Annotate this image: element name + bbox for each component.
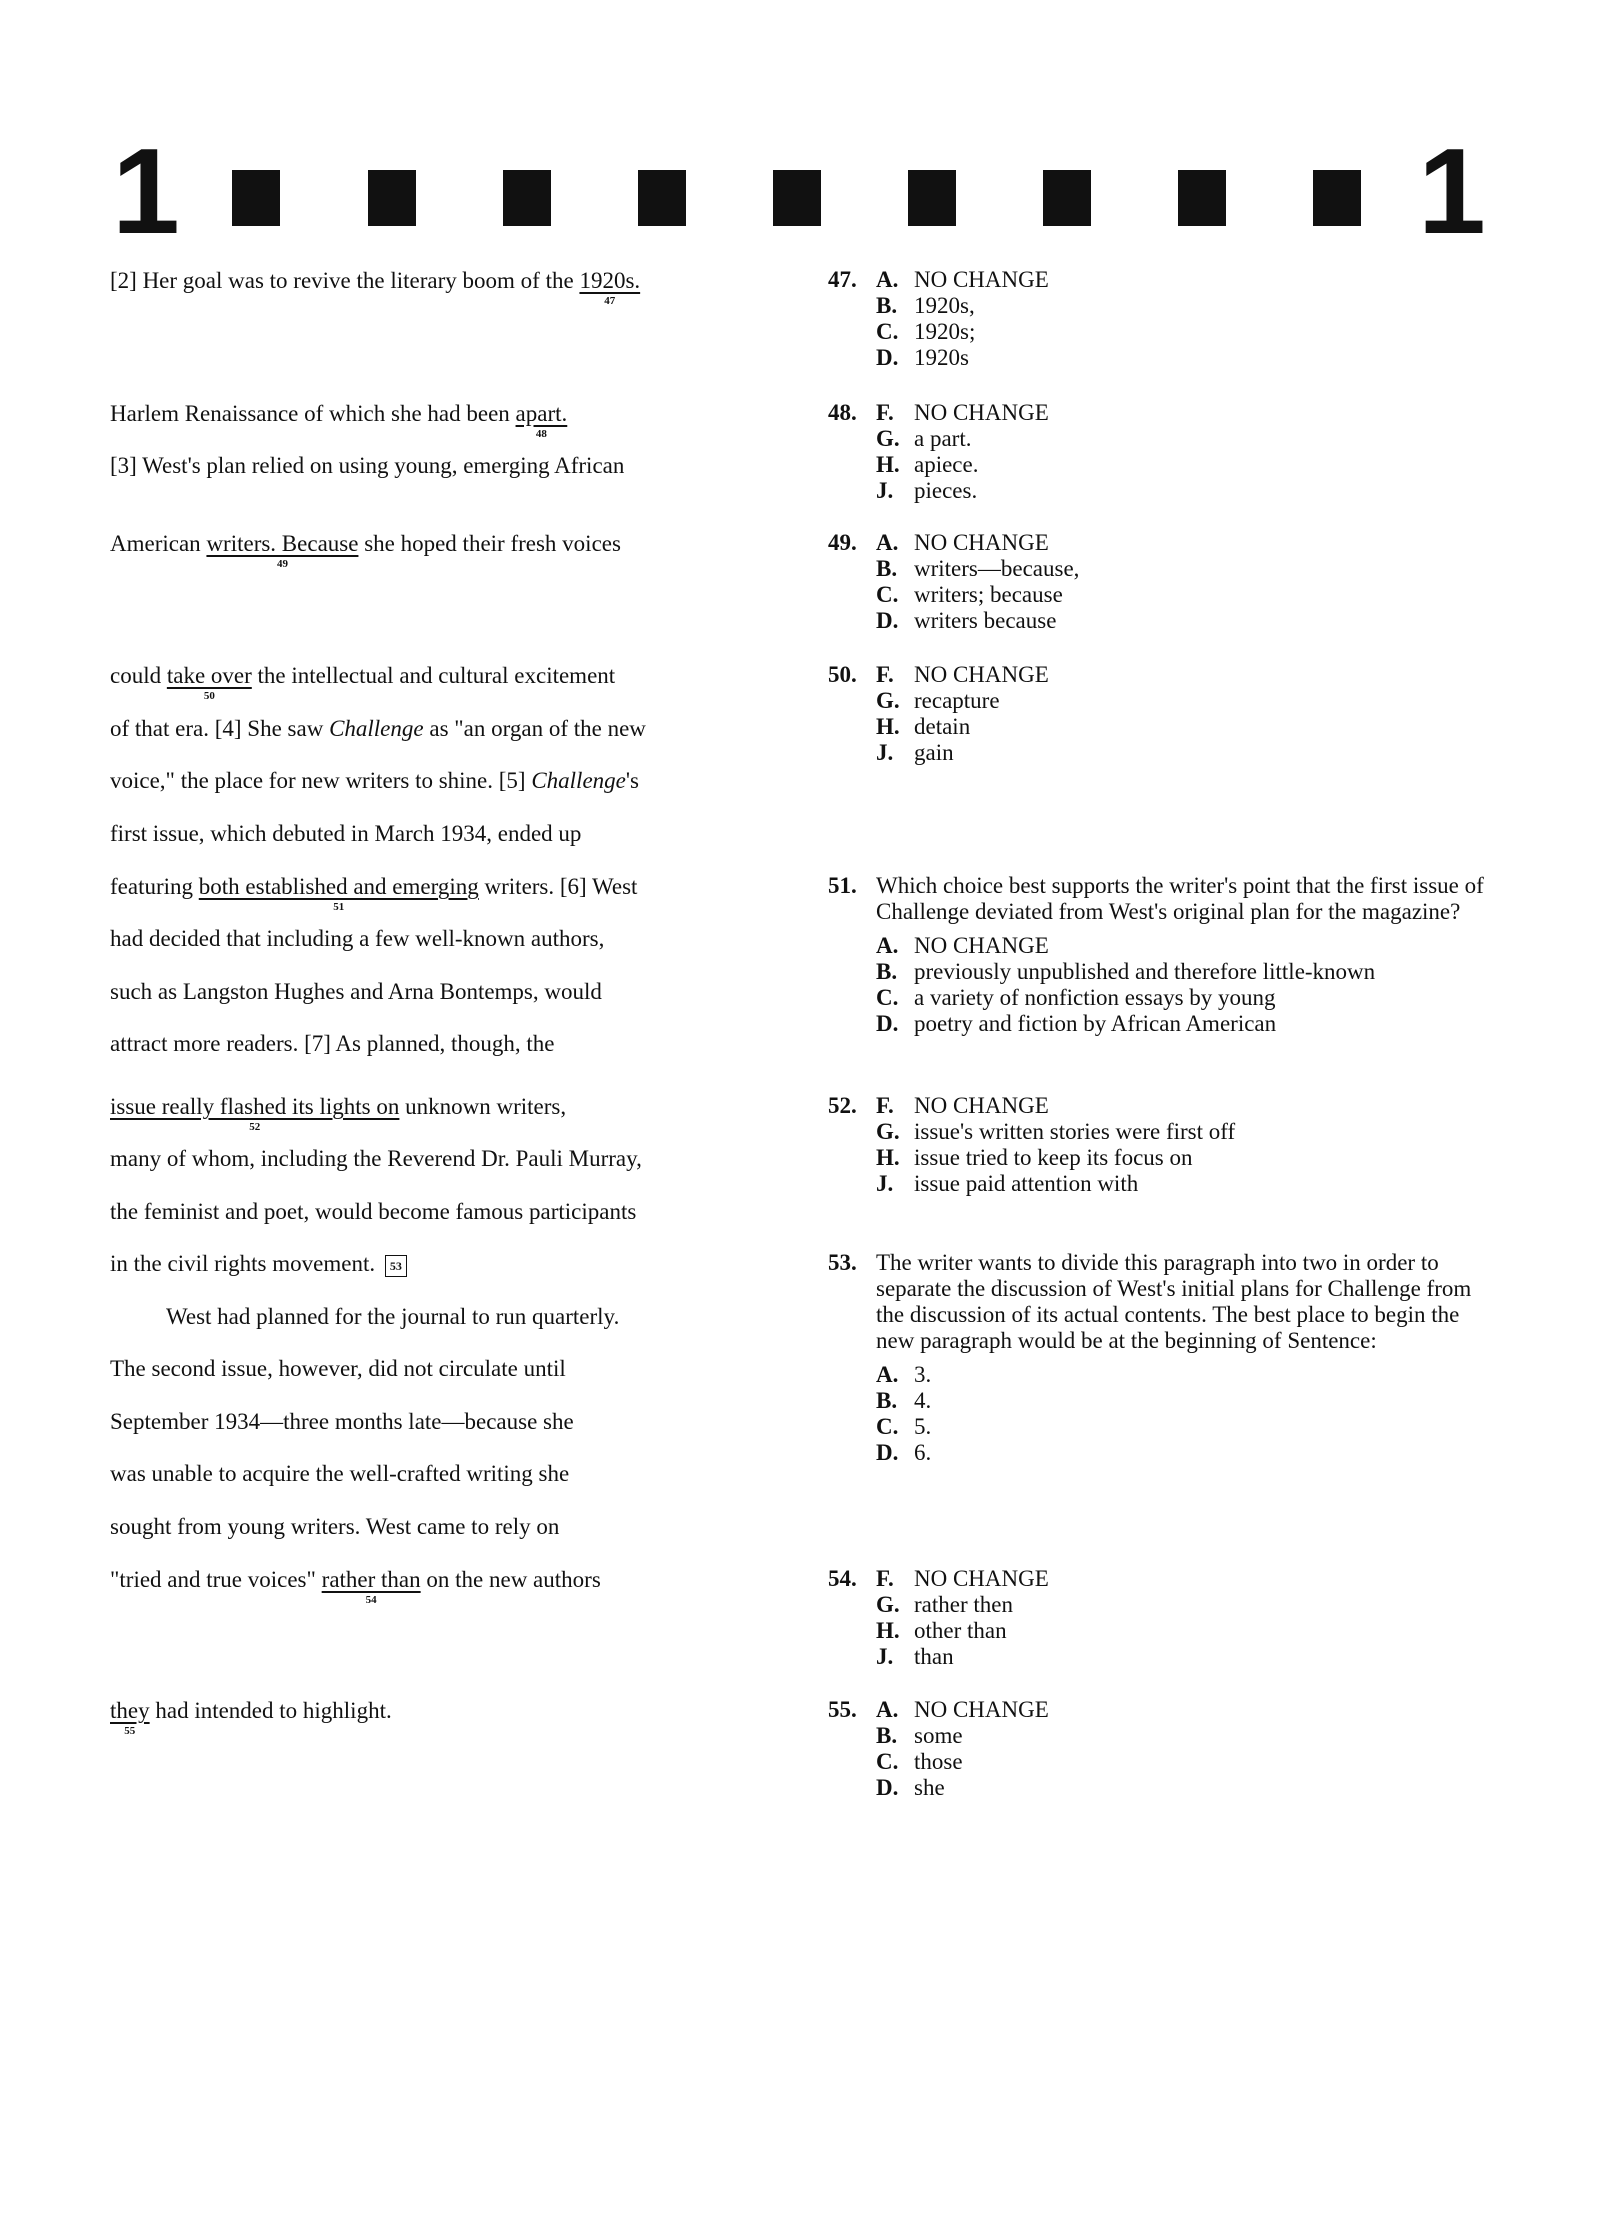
passage-line — [166, 1303, 619, 1331]
option-letter: F. — [876, 400, 894, 425]
answer-options — [876, 400, 1498, 504]
section-number-right: 1 — [1418, 123, 1486, 259]
answer-option[interactable] — [876, 267, 1498, 293]
section-header — [0, 0, 1600, 260]
answer-options — [876, 1697, 1498, 1801]
question-number-marker: 48 — [535, 428, 547, 440]
passage-text-segment: attract more readers. [7] As planned, though, the — [110, 1031, 555, 1056]
passage-line — [110, 1198, 636, 1226]
underlined-portion — [110, 1093, 400, 1133]
passage-line — [110, 1566, 601, 1606]
passage-line — [110, 715, 646, 743]
passage-line — [110, 1513, 559, 1541]
option-letter: D. — [876, 1011, 899, 1036]
passage-text-segment: Harlem Renaissance of which she had been — [110, 401, 516, 426]
passage-text-segment: such as Langston Hughes and Arna Bontemps, would — [110, 979, 602, 1004]
header-square — [232, 170, 280, 226]
passage-text-segment: had decided that including a few well-known authors, — [110, 926, 605, 951]
header-square — [1043, 170, 1091, 226]
answer-option[interactable] — [876, 1697, 1498, 1723]
answer-option[interactable] — [876, 478, 1498, 504]
answer-option[interactable] — [876, 530, 1498, 556]
answer-option[interactable] — [876, 1011, 1498, 1037]
option-text: writers because — [914, 608, 1057, 633]
option-text: poetry and fiction by African American — [914, 1011, 1277, 1036]
option-text: issue tried to keep its focus on — [914, 1145, 1193, 1170]
option-text: 5. — [914, 1414, 932, 1439]
answer-option[interactable] — [876, 1723, 1498, 1749]
underlined-text: they — [110, 1698, 150, 1723]
option-letter: A. — [876, 1697, 899, 1722]
option-text: rather then — [914, 1592, 1013, 1617]
option-text: 3. — [914, 1362, 932, 1387]
question-marker-box: 53 — [385, 1255, 407, 1277]
answer-option[interactable] — [876, 662, 1498, 688]
answer-option[interactable] — [876, 959, 1498, 985]
answer-options — [876, 1362, 1498, 1466]
answer-option[interactable] — [876, 1093, 1498, 1119]
option-text: 1920s, — [914, 293, 975, 318]
question-51 — [828, 873, 1498, 1037]
answer-option[interactable] — [876, 1644, 1498, 1670]
underlined-portion — [579, 267, 641, 307]
option-letter: B. — [876, 1388, 898, 1413]
question-number-marker: 52 — [249, 1121, 261, 1133]
option-letter: G. — [876, 1119, 900, 1144]
passage-line — [110, 1145, 642, 1173]
question-53 — [828, 1250, 1498, 1466]
underlined-text: take over — [166, 663, 252, 688]
option-text: a variety of nonfiction essays by young — [914, 985, 1276, 1010]
passage-text-segment: featuring — [110, 874, 199, 899]
option-text: NO CHANGE — [914, 1093, 1049, 1118]
answer-option[interactable] — [876, 933, 1498, 959]
question-number: 53. — [828, 1250, 857, 1275]
header-square — [1178, 170, 1226, 226]
option-letter: A. — [876, 267, 899, 292]
option-letter: C. — [876, 319, 899, 344]
question-50 — [828, 662, 1498, 766]
answer-option[interactable] — [876, 1362, 1498, 1388]
question-number: 47. — [828, 267, 857, 292]
answer-option[interactable] — [876, 452, 1498, 478]
answer-option[interactable] — [876, 1119, 1498, 1145]
option-text: NO CHANGE — [914, 933, 1049, 958]
passage-text-segment: in the civil rights movement. — [110, 1251, 381, 1276]
answer-option[interactable] — [876, 985, 1498, 1011]
passage-line — [110, 1697, 392, 1737]
option-text: apiece. — [914, 452, 979, 477]
option-letter: G. — [876, 1592, 900, 1617]
option-letter: D. — [876, 1440, 899, 1465]
passage-text-segment: unknown writers, — [399, 1094, 567, 1119]
passage-text-segment: West had planned for the journal to run quarterly. — [166, 1304, 620, 1329]
answer-option[interactable] — [876, 400, 1498, 426]
underlined-text: rather than — [321, 1567, 421, 1592]
underlined-portion — [166, 662, 252, 702]
option-letter: D. — [876, 608, 899, 633]
answer-options — [876, 1566, 1498, 1670]
question-number: 54. — [828, 1566, 857, 1591]
option-text: NO CHANGE — [914, 530, 1049, 555]
question-stem: Which choice best supports the writer's point that the first issue of Challenge deviated from West's original plan for the magazine? — [876, 873, 1484, 924]
underlined-portion — [110, 1697, 150, 1737]
passage-text-segment: [3] West's plan relied on using young, emerging African — [110, 453, 625, 478]
passage-line — [110, 1460, 569, 1488]
question-number-marker: 49 — [276, 558, 288, 570]
passage-line — [110, 452, 624, 480]
passage-text-segment: voice," the place for new writers to shine. [5] — [110, 768, 532, 793]
question-48 — [828, 400, 1498, 504]
option-letter: A. — [876, 1362, 899, 1387]
underlined-text: both established and emerging — [198, 874, 479, 899]
question-number-marker: 51 — [333, 901, 345, 913]
option-letter: D. — [876, 1775, 899, 1800]
option-letter: F. — [876, 1566, 894, 1591]
answer-option[interactable] — [876, 740, 1498, 766]
passage-line — [110, 1250, 407, 1278]
passage-text-segment: had intended to highlight. — [149, 1698, 392, 1723]
option-letter: C. — [876, 582, 899, 607]
option-letter: H. — [876, 1145, 900, 1170]
option-letter: F. — [876, 662, 894, 687]
question-47 — [828, 267, 1498, 371]
underlined-portion — [515, 400, 568, 440]
passage-text-segment: "tried and true voices" — [110, 1567, 322, 1592]
option-text: those — [914, 1749, 963, 1774]
question-number: 52. — [828, 1093, 857, 1118]
option-letter: J. — [876, 478, 894, 503]
option-letter: H. — [876, 452, 900, 477]
question-number-marker: 47 — [604, 295, 616, 307]
question-number-marker: 55 — [124, 1725, 136, 1737]
passage-text-segment: [2] Her goal was to revive the literary boom of the — [110, 268, 580, 293]
option-text: detain — [914, 714, 971, 739]
answer-option[interactable] — [876, 608, 1498, 634]
passage-line — [110, 400, 568, 440]
question-number-marker: 54 — [365, 1594, 377, 1606]
option-text: gain — [914, 740, 954, 765]
answer-option[interactable] — [876, 582, 1498, 608]
answer-option[interactable] — [876, 1145, 1498, 1171]
option-text: than — [914, 1644, 954, 1669]
option-text: writers; because — [914, 582, 1063, 607]
option-text: issue paid attention with — [914, 1171, 1139, 1196]
option-text: some — [914, 1723, 963, 1748]
option-letter: B. — [876, 556, 898, 581]
passage-text-segment: on the new authors — [420, 1567, 601, 1592]
italic-title: Challenge — [531, 768, 626, 793]
passage-text-segment: as "an organ of the new — [423, 716, 646, 741]
option-text: NO CHANGE — [914, 400, 1049, 425]
passage-line — [110, 1030, 555, 1058]
passage-text-segment: the feminist and poet, would become famous participants — [110, 1199, 637, 1224]
question-number: 51. — [828, 873, 857, 898]
question-number: 49. — [828, 530, 857, 555]
passage-text-segment: of that era. [4] She saw — [110, 716, 330, 741]
option-text: issue's written stories were first off — [914, 1119, 1236, 1144]
option-text: 1920s — [914, 345, 969, 370]
header-square — [638, 170, 686, 226]
passage-line — [110, 267, 641, 307]
option-letter: H. — [876, 1618, 900, 1643]
passage-text-segment: first issue, which debuted in March 1934, ended up — [110, 821, 582, 846]
underlined-text: apart. — [515, 401, 568, 426]
option-letter: B. — [876, 1723, 898, 1748]
answer-option[interactable] — [876, 1566, 1498, 1592]
option-letter: D. — [876, 345, 899, 370]
answer-options — [876, 933, 1498, 1037]
answer-option[interactable] — [876, 1749, 1498, 1775]
question-number: 50. — [828, 662, 857, 687]
passage-text-segment: The second issue, however, did not circulate until — [110, 1356, 566, 1381]
passage-text-segment: American — [110, 531, 207, 556]
answer-option[interactable] — [876, 556, 1498, 582]
passage-line — [110, 873, 638, 913]
answer-options — [876, 662, 1498, 766]
answer-option[interactable] — [876, 1171, 1498, 1197]
option-letter: C. — [876, 1414, 899, 1439]
answer-option[interactable] — [876, 345, 1498, 371]
option-text: 4. — [914, 1388, 932, 1413]
passage-text-segment: was unable to acquire the well-crafted writing she — [110, 1461, 570, 1486]
header-square — [368, 170, 416, 226]
passage-line — [110, 1093, 567, 1133]
answer-option[interactable] — [876, 1618, 1498, 1644]
answer-options — [876, 1093, 1498, 1197]
option-text: previously unpublished and therefore little-known — [914, 959, 1376, 984]
option-letter: H. — [876, 714, 900, 739]
passage-text-segment: September 1934—three months late—because she — [110, 1409, 574, 1434]
option-text: pieces. — [914, 478, 978, 503]
answer-option[interactable] — [876, 1388, 1498, 1414]
passage-line — [110, 1408, 574, 1436]
passage-line — [110, 1355, 566, 1383]
option-text: recapture — [914, 688, 1000, 713]
option-text: NO CHANGE — [914, 662, 1049, 687]
underlined-portion — [321, 1566, 421, 1606]
question-stem: The writer wants to divide this paragraph into two in order to separate the discussion of West's initial plans for Challenge from the discussion of its actual contents. The best place to begin the new paragraph would be at the beginning of Sentence: — [876, 1250, 1472, 1353]
option-text: 1920s; — [914, 319, 976, 344]
question-49 — [828, 530, 1498, 634]
passage-line — [110, 820, 581, 848]
italic-title: Challenge — [329, 716, 424, 741]
option-text: writers—because, — [914, 556, 1080, 581]
passage-line — [110, 662, 616, 702]
header-square — [1313, 170, 1361, 226]
option-text: NO CHANGE — [914, 1566, 1049, 1591]
answer-options — [876, 530, 1498, 634]
option-text: NO CHANGE — [914, 267, 1049, 292]
passage-text-segment: the intellectual and cultural excitement — [251, 663, 616, 688]
answer-option[interactable] — [876, 319, 1498, 345]
option-letter: B. — [876, 293, 898, 318]
header-square — [503, 170, 551, 226]
answer-option[interactable] — [876, 426, 1498, 452]
passage-text-segment: many of whom, including the Reverend Dr. Pauli Murray, — [110, 1146, 642, 1171]
passage-line — [110, 978, 602, 1006]
passage-text-segment: she hoped their fresh voices — [358, 531, 621, 556]
answer-option[interactable] — [876, 1440, 1498, 1466]
answer-option[interactable] — [876, 714, 1498, 740]
question-55 — [828, 1697, 1498, 1801]
option-letter: A. — [876, 530, 899, 555]
header-square — [773, 170, 821, 226]
answer-options — [876, 267, 1498, 371]
option-text: NO CHANGE — [914, 1697, 1049, 1722]
passage-line — [110, 530, 621, 570]
option-letter: B. — [876, 959, 898, 984]
passage-text-segment: could — [110, 663, 167, 688]
option-letter: G. — [876, 426, 900, 451]
answer-option[interactable] — [876, 293, 1498, 319]
passage-text-segment: writers. [6] West — [478, 874, 638, 899]
question-54 — [828, 1566, 1498, 1670]
option-letter: J. — [876, 1644, 894, 1669]
section-number-left: 1 — [112, 123, 180, 259]
passage-line — [110, 767, 639, 795]
option-letter: J. — [876, 1171, 894, 1196]
question-number: 48. — [828, 400, 857, 425]
underlined-text: 1920s. — [579, 268, 641, 293]
passage-text-segment: 's — [625, 768, 639, 793]
option-letter: C. — [876, 1749, 899, 1774]
option-letter: A. — [876, 933, 899, 958]
option-text: a part. — [914, 426, 972, 451]
option-letter: G. — [876, 688, 900, 713]
option-text: other than — [914, 1618, 1007, 1643]
underlined-portion — [206, 530, 359, 570]
question-52 — [828, 1093, 1498, 1197]
option-text: 6. — [914, 1440, 932, 1465]
underlined-text: writers. Because — [206, 531, 359, 556]
option-letter: F. — [876, 1093, 894, 1118]
answer-option[interactable] — [876, 1592, 1498, 1618]
answer-option[interactable] — [876, 688, 1498, 714]
question-number: 55. — [828, 1697, 857, 1722]
option-letter: J. — [876, 740, 894, 765]
option-letter: C. — [876, 985, 899, 1010]
header-square — [908, 170, 956, 226]
answer-option[interactable] — [876, 1775, 1498, 1801]
option-text: she — [914, 1775, 945, 1800]
passage-line — [110, 925, 604, 953]
answer-option[interactable] — [876, 1414, 1498, 1440]
underlined-text: issue really flashed its lights on — [110, 1094, 400, 1119]
question-number-marker: 50 — [203, 690, 215, 702]
underlined-portion — [198, 873, 479, 913]
passage-text-segment: sought from young writers. West came to rely on — [110, 1514, 560, 1539]
